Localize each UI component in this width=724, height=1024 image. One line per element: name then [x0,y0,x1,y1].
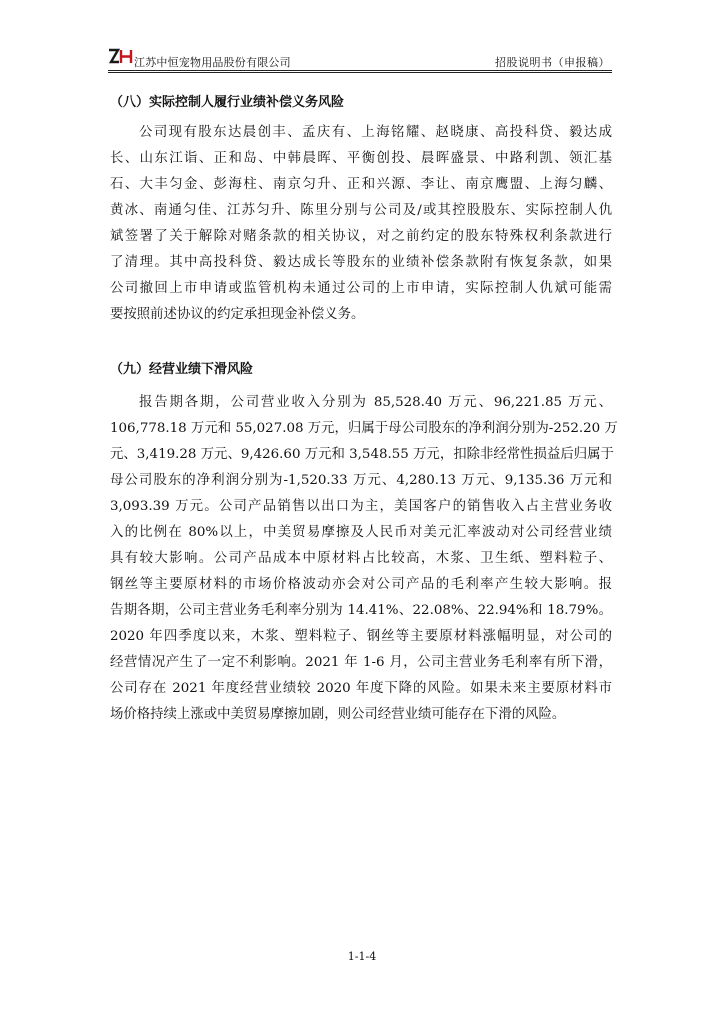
section-9-paragraph [110,390,618,728]
text-line: 入的比例在 80%以上，中美贸易摩擦及人民币对美元汇率波动对公司经营业绩 [110,525,612,540]
text-line: 报告期各期，公司营业收入分别为 85,528.40 万元、96,221.85 万元、 [139,395,612,410]
text-line: 公司存在 2021 年度经营业绩较 2020 年度下降的风险。如果未来主要原材料市 [110,681,612,696]
text-line: 黄冰、南通匀佳、江苏匀升、陈里分别与公司及/或其控股股东、实际控制人仇 [110,203,612,218]
company-logo-icon [108,48,134,66]
document-type: 招股说明书（申报稿） [495,56,610,69]
text-line: 了清理。其中高投科贷、毅达成长等股东的业绩补偿条款附有恢复条款，如果 [110,255,612,270]
text-line: 场价格持续上涨或中美贸易摩擦加剧，则公司经营业绩可能存在下滑的风险。 [110,707,566,722]
text-line: 公司现有股东达晨创丰、孟庆有、上海铭耀、赵晓康、高投科贷、毅达成 [139,125,612,140]
section-heading-8: （八）实际控制人履行业绩补偿义务风险 [110,95,345,110]
text-line: 石、大丰匀金、彭海柱、南京匀升、正和兴源、李让、南京鹰盟、上海匀麟、 [110,177,612,192]
text-line: 具有较大影响。公司产品成本中原材料占比较高，木浆、卫生纸、塑料粒子、 [110,551,612,566]
company-name: 江苏中恒宠物用品股份有限公司 [134,56,291,69]
header-rule-top [108,70,612,71]
text-line: 长、山东江诣、正和岛、中韩晨晖、平衡创投、晨晖盛景、中路利凯、领汇基 [110,151,612,166]
text-line: 元、3,419.28 万元、9,426.60 万元和 3,548.55 万元，扣除非经常性损益后归属于 [110,447,614,462]
header-rule-bottom [108,72,612,73]
text-line: 经营情况产生了一定不利影响。2021 年 1-6 月，公司主营业务毛利率有所下滑， [110,655,612,670]
text-line: 3,093.39 万元。公司产品销售以出口为主，美国客户的销售收入占主营业务收 [110,499,612,514]
text-line: 2020 年四季度以来，木浆、塑料粒子、钢丝等主要原材料涨幅明显，对公司的 [110,629,612,644]
text-line: 钢丝等主要原材料的市场价格波动亦会对公司产品的毛利率产生较大影响。报 [110,577,612,592]
page-number: 1-1-4 [347,950,377,963]
text-line: 公司撤回上市申请或监管机构未通过公司的上市申请，实际控制人仇斌可能需 [110,281,612,296]
section-8-paragraph [110,120,612,328]
page-header [108,46,612,70]
text-line: 告期各期，公司主营业务毛利率分别为 14.41%、22.08%、22.94%和 18.79%。 [110,603,612,618]
text-line: 106,778.18 万元和 55,027.08 万元，归属于母公司股东的净利润分别为-252.20 万 [110,421,618,436]
text-line: 要按照前述协议的约定承担现金补偿义务。 [110,307,365,322]
text-line: 斌签署了关于解除对赌条款的相关协议，对之前约定的股东特殊权利条款进行 [110,229,612,244]
text-line: 母公司股东的净利润分别为-1,520.33 万元、4,280.13 万元、9,135.36 万元和 [110,473,612,488]
section-heading-9: （九）经营业绩下滑风险 [110,362,254,377]
